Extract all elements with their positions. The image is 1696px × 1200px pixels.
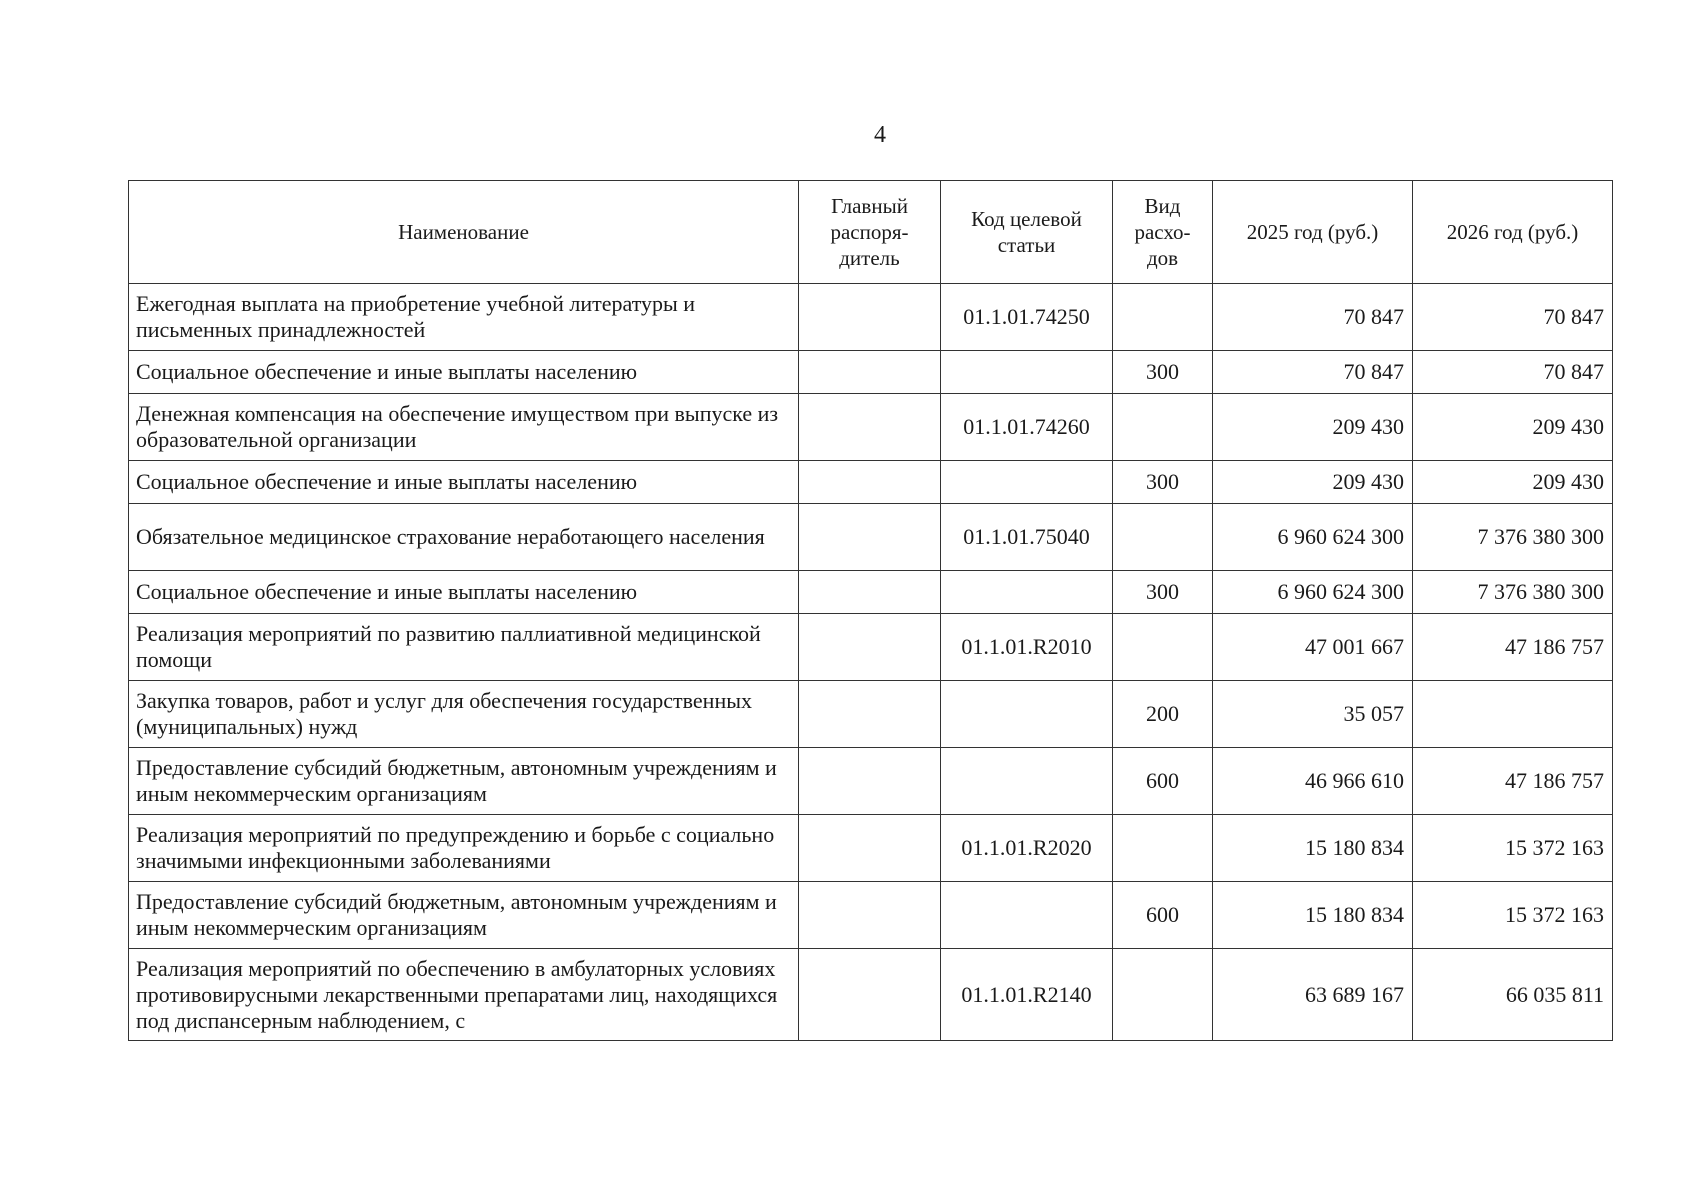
cell-2025: 209 430 <box>1213 461 1413 504</box>
header-type: Вид расхо-дов <box>1113 181 1213 284</box>
cell-code <box>941 748 1113 815</box>
header-code: Код целевой статьи <box>941 181 1113 284</box>
cell-name: Реализация мероприятий по предупреждению и борьбе с социально значимыми инфекционными заболеваниями <box>129 815 799 882</box>
cell-admin <box>799 882 941 949</box>
header-year-2025: 2025 год (руб.) <box>1213 181 1413 284</box>
cell-admin <box>799 748 941 815</box>
cell-type <box>1113 614 1213 681</box>
cell-code <box>941 882 1113 949</box>
table-row <box>129 748 1613 815</box>
table-row <box>129 394 1613 461</box>
table-row <box>129 284 1613 351</box>
cell-admin <box>799 284 941 351</box>
cell-2025: 35 057 <box>1213 681 1413 748</box>
cell-type: 300 <box>1113 571 1213 614</box>
cell-2026: 66 035 811 <box>1413 949 1613 1041</box>
cell-name: Ежегодная выплата на приобретение учебной литературы и письменных принадлежностей <box>129 284 799 351</box>
cell-code <box>941 351 1113 394</box>
cell-admin <box>799 815 941 882</box>
cell-type <box>1113 504 1213 571</box>
table-row <box>129 882 1613 949</box>
budget-table <box>128 180 1613 1041</box>
cell-name: Обязательное медицинское страхование неработающего населения <box>129 504 799 571</box>
cell-admin <box>799 681 941 748</box>
cell-2025: 15 180 834 <box>1213 882 1413 949</box>
table-row <box>129 504 1613 571</box>
page-number: 4 <box>874 122 886 148</box>
cell-2026: 15 372 163 <box>1413 882 1613 949</box>
header-year-2026: 2026 год (руб.) <box>1413 181 1613 284</box>
cell-name: Предоставление субсидий бюджетным, автономным учреждениям и иным некоммерческим организациям <box>129 748 799 815</box>
cell-name: Предоставление субсидий бюджетным, автономным учреждениям и иным некоммерческим организациям <box>129 882 799 949</box>
cell-code <box>941 681 1113 748</box>
table-row <box>129 815 1613 882</box>
cell-2026: 47 186 757 <box>1413 748 1613 815</box>
cell-name: Социальное обеспечение и иные выплаты населению <box>129 571 799 614</box>
cell-code <box>941 461 1113 504</box>
table-body <box>129 284 1613 1041</box>
cell-admin <box>799 614 941 681</box>
cell-type <box>1113 949 1213 1041</box>
table-row <box>129 461 1613 504</box>
cell-admin <box>799 351 941 394</box>
cell-code <box>941 571 1113 614</box>
cell-type: 300 <box>1113 351 1213 394</box>
cell-2026: 7 376 380 300 <box>1413 571 1613 614</box>
cell-admin <box>799 394 941 461</box>
cell-2026: 70 847 <box>1413 284 1613 351</box>
cell-code: 01.1.01.74250 <box>941 284 1113 351</box>
table-row <box>129 681 1613 748</box>
cell-type: 300 <box>1113 461 1213 504</box>
cell-name: Денежная компенсация на обеспечение имуществом при выпуске из образовательной организации <box>129 394 799 461</box>
cell-2025: 15 180 834 <box>1213 815 1413 882</box>
cell-name: Закупка товаров, работ и услуг для обеспечения государственных (муниципальных) нужд <box>129 681 799 748</box>
cell-2025: 70 847 <box>1213 351 1413 394</box>
cell-2026: 209 430 <box>1413 461 1613 504</box>
cell-2025: 6 960 624 300 <box>1213 504 1413 571</box>
cell-2026: 209 430 <box>1413 394 1613 461</box>
cell-2026: 70 847 <box>1413 351 1613 394</box>
cell-type <box>1113 394 1213 461</box>
table-row <box>129 571 1613 614</box>
cell-admin <box>799 461 941 504</box>
cell-type: 600 <box>1113 882 1213 949</box>
cell-name: Социальное обеспечение и иные выплаты населению <box>129 351 799 394</box>
cell-2025: 6 960 624 300 <box>1213 571 1413 614</box>
cell-2025: 46 966 610 <box>1213 748 1413 815</box>
cell-2026 <box>1413 681 1613 748</box>
header-admin: Главный распоря-дитель <box>799 181 941 284</box>
table-row <box>129 351 1613 394</box>
table-header-row <box>129 181 1613 284</box>
table-row <box>129 614 1613 681</box>
cell-2025: 70 847 <box>1213 284 1413 351</box>
cell-code: 01.1.01.74260 <box>941 394 1113 461</box>
cell-name: Реализация мероприятий по развитию паллиативной медицинской помощи <box>129 614 799 681</box>
cell-2025: 63 689 167 <box>1213 949 1413 1041</box>
cell-code: 01.1.01.R2010 <box>941 614 1113 681</box>
table-row <box>129 949 1613 1041</box>
cell-2026: 47 186 757 <box>1413 614 1613 681</box>
cell-type: 600 <box>1113 748 1213 815</box>
cell-2025: 47 001 667 <box>1213 614 1413 681</box>
cell-name: Социальное обеспечение и иные выплаты населению <box>129 461 799 504</box>
cell-type <box>1113 815 1213 882</box>
cell-admin <box>799 571 941 614</box>
cell-2025: 209 430 <box>1213 394 1413 461</box>
cell-admin <box>799 504 941 571</box>
header-name: Наименование <box>129 181 799 284</box>
cell-type <box>1113 284 1213 351</box>
cell-code: 01.1.01.R2140 <box>941 949 1113 1041</box>
cell-admin <box>799 949 941 1041</box>
cell-2026: 7 376 380 300 <box>1413 504 1613 571</box>
cell-code: 01.1.01.75040 <box>941 504 1113 571</box>
cell-name: Реализация мероприятий по обеспечению в амбулаторных условиях противовирусными лекарственными препаратами лиц, находящихся под диспансерным наблюдением, с <box>129 949 799 1041</box>
cell-type: 200 <box>1113 681 1213 748</box>
cell-2026: 15 372 163 <box>1413 815 1613 882</box>
cell-code: 01.1.01.R2020 <box>941 815 1113 882</box>
